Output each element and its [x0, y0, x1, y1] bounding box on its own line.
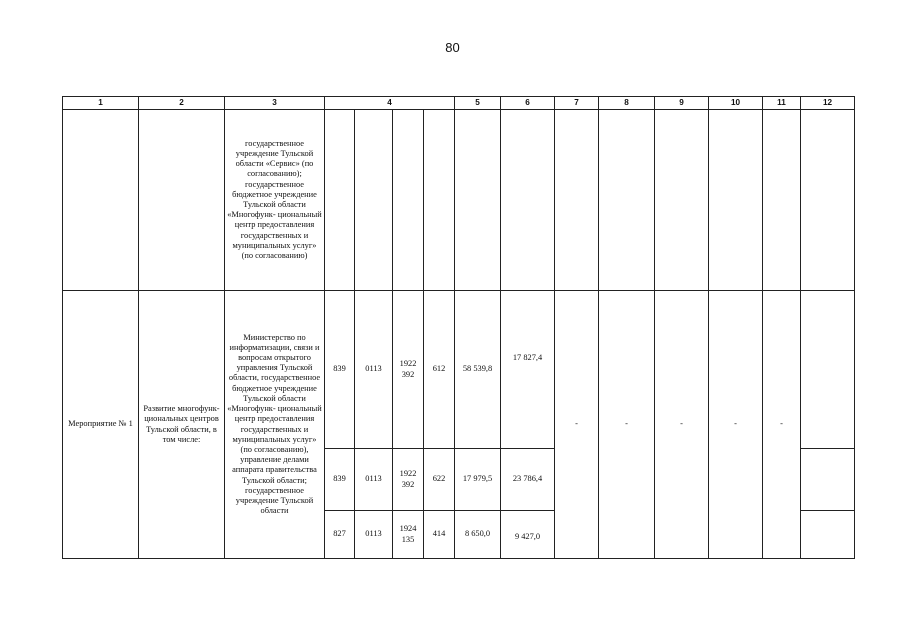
value-col6-2: 23 786,4 — [501, 449, 555, 511]
rzpr-1: 0113 — [355, 291, 393, 449]
vr-1: 612 — [424, 291, 455, 449]
header-col-1: 1 — [63, 97, 139, 110]
cont-cell-7 — [555, 110, 599, 291]
col12-cell-3 — [801, 511, 855, 559]
continuation-row — [63, 110, 905, 291]
header-col-12: 12 — [801, 97, 855, 110]
cont-cell-10 — [709, 110, 763, 291]
cont-cell-4c — [393, 110, 424, 291]
value-col10: - — [709, 291, 763, 559]
rzpr-3: 0113 — [355, 511, 393, 559]
header-row — [63, 97, 905, 110]
header-col-3: 3 — [225, 97, 325, 110]
cont-cell-4d — [424, 110, 455, 291]
cont-cell-4b — [355, 110, 393, 291]
cont-cell-9 — [655, 110, 709, 291]
header-col-2: 2 — [139, 97, 225, 110]
cont-cell-11 — [763, 110, 801, 291]
event-row-1 — [63, 291, 905, 449]
header-col-10: 10 — [709, 97, 763, 110]
col12-cell-2 — [801, 449, 855, 511]
grbs-1: 839 — [325, 291, 355, 449]
vr-2: 622 — [424, 449, 455, 511]
header-col-7: 7 — [555, 97, 599, 110]
header-col-4: 4 — [325, 97, 455, 110]
grbs-2: 839 — [325, 449, 355, 511]
cont-cell-6 — [501, 110, 555, 291]
event-name: Развитие многофунк- циональных центров Тульской области, в том числе: — [139, 291, 225, 559]
header-col-6: 6 — [501, 97, 555, 110]
event-title: Мероприятие № 1 — [63, 291, 139, 559]
budget-table — [62, 96, 905, 559]
value-col5-3: 8 650,0 — [455, 511, 501, 559]
cont-cell-1 — [63, 110, 139, 291]
value-col6-3: 9 427,0 — [501, 511, 555, 559]
value-col11: - — [763, 291, 801, 559]
page-number: 80 — [445, 40, 460, 55]
header-col-5: 5 — [455, 97, 501, 110]
cont-cell-4a — [325, 110, 355, 291]
csr-2: 1922 392 — [393, 449, 424, 511]
header-col-8: 8 — [599, 97, 655, 110]
rzpr-2: 0113 — [355, 449, 393, 511]
value-col6-1: 17 827,4 — [501, 291, 555, 449]
csr-3: 1924 135 — [393, 511, 424, 559]
vr-3: 414 — [424, 511, 455, 559]
csr-1: 1922 392 — [393, 291, 424, 449]
value-col5-2: 17 979,5 — [455, 449, 501, 511]
value-col5-1: 58 539,8 — [455, 291, 501, 449]
value-col7: - — [555, 291, 599, 559]
cont-executors: государственное учреждение Тульской области «Сервис» (по согласованию); государственное бюджетное учреждение Тульской области «Многофунк- циональный центр предоставления государственных и муниципальных услуг» (по согласованию) — [225, 110, 325, 291]
value-col9: - — [655, 291, 709, 559]
grbs-3: 827 — [325, 511, 355, 559]
header-col-9: 9 — [655, 97, 709, 110]
cont-cell-5 — [455, 110, 501, 291]
header-col-11: 11 — [763, 97, 801, 110]
value-col8: - — [599, 291, 655, 559]
event-executors: Министерство по информатизации, связи и вопросам открытого управления Тульской области, государственное бюджетное учреждение Тульской области «Многофунк- циональный центр предоставления государственных и муниципальных услуг» (по согласованию), управление делами аппарата правительства Тульской области; государственное учреждение Тульской области — [225, 291, 325, 559]
cont-cell-2 — [139, 110, 225, 291]
cont-cell-12 — [801, 110, 855, 291]
col12-cell-1 — [801, 291, 855, 449]
cont-cell-8 — [599, 110, 655, 291]
